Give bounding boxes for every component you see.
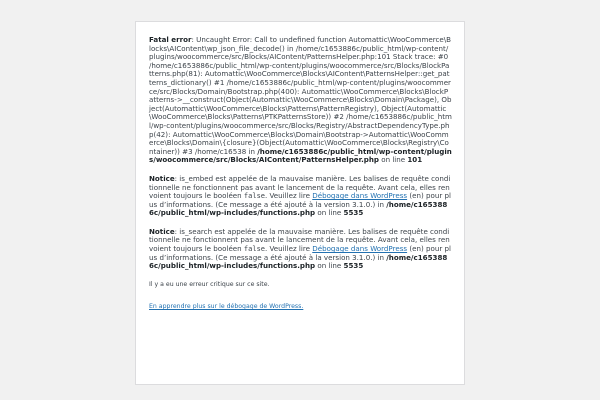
debugging-link[interactable]: Débogage dans WordPress bbox=[312, 244, 408, 254]
notice-line: 5535 bbox=[343, 208, 364, 218]
fatal-error-label: Fatal error bbox=[149, 35, 192, 44]
notice-is-embed bbox=[149, 175, 452, 218]
notice-text: (en) pour plus d’informations. (Ce message a été ajouté à la version 3.1.0.) in bbox=[149, 244, 451, 262]
notice-file: /home/c1653886c/public_html/wp-includes/functions.php bbox=[149, 252, 448, 271]
notice-label: Notice bbox=[149, 173, 175, 183]
fatal-error-message bbox=[149, 36, 452, 165]
learn-more-link[interactable]: En apprendre plus sur le débogage de WordPress. bbox=[149, 302, 304, 310]
fatal-error-line: 101 bbox=[407, 155, 423, 165]
notice-on-line: on line bbox=[315, 208, 344, 218]
notice-text: (en) pour plus d’informations. (Ce message a été ajouté à la version 3.1.0.) in bbox=[149, 191, 451, 209]
notice-code: false bbox=[243, 192, 265, 201]
error-card bbox=[135, 21, 465, 385]
notice-text: . Veuillez lire bbox=[265, 244, 313, 254]
notice-text: . Veuillez lire bbox=[265, 191, 313, 201]
notice-on-line: on line bbox=[315, 261, 344, 271]
fatal-error-file: /home/c1653886c/public_html/wp-content/plugins/woocommerce/src/Blocks/AIContent/PatternsHelper.php bbox=[149, 146, 452, 165]
notice-label: Notice bbox=[149, 226, 175, 236]
notice-code: false bbox=[243, 245, 265, 254]
notice-text: : is_search est appelée de la mauvaise manière. Les balises de requête conditionnelle ne fonctionnent pas avant le lancement de la requête. Avant cela, elles renvoient toujours le booléen bbox=[149, 226, 450, 254]
notice-text: : is_embed est appelée de la mauvaise manière. Les balises de requête conditionnelle ne fonctionnent pas avant le lancement de la requête. Avant cela, elles renvoient toujours le booléen bbox=[149, 173, 451, 201]
critical-error-message: Il y a eu une erreur critique sur ce site. bbox=[149, 280, 270, 288]
learn-more-paragraph bbox=[149, 303, 452, 311]
fatal-error-on-line: on line bbox=[378, 155, 408, 165]
notice-line: 5535 bbox=[343, 261, 364, 271]
notice-file: /home/c1653886c/public_html/wp-includes/functions.php bbox=[149, 199, 448, 218]
debugging-link[interactable]: Débogage dans WordPress bbox=[312, 191, 408, 201]
fatal-error-text: : Uncaught Error: Call to undefined function Automattic\WooCommerce\Blocks\AIContent\wp_json_file_decode() in /home/c1653886c/public_html/wp-content/plugins/woocommerce/src/Blocks/AIContent/PatternsHelper.php:101 Stack trace: #0 /home/c1653886c/public_html/wp-content/plugins/woocommerce/src/Blocks/BlockPatterns.php(81): Automattic\WooCommerce\Blocks\AIContent\PatternsHelper::get_patterns_dictionary() #1 /home/c1653886c/public_html/wp-content/plugins/woocommerce/src/Blocks/Domain/Bootstrap.php(400): Automattic\WooCommerce\Blocks\BlockPatterns->__construct(Object(Automattic\WooCommerce\Blocks\Domain\Package), Object(Automattic\WooCommerce\Blocks\Patterns\PatternRegistry), Object(Automattic\WooCommerce\Blocks\Patterns\PTKPatternsStore)) #2 /home/c1653886c/public_html/wp-content/plugins/woocommerce/src/Blocks/Registry/AbstractDependencyType.php(42): Automattic\WooCommerce\Blocks\Domain\Bootstrap->Automattic\WooCommerce\Blocks\Domain\{closure}(Object(Automattic\WooCommerce\Blocks\Registry\Container)) #3 /home/c16538 in bbox=[149, 35, 452, 156]
notice-is-search bbox=[149, 228, 452, 271]
